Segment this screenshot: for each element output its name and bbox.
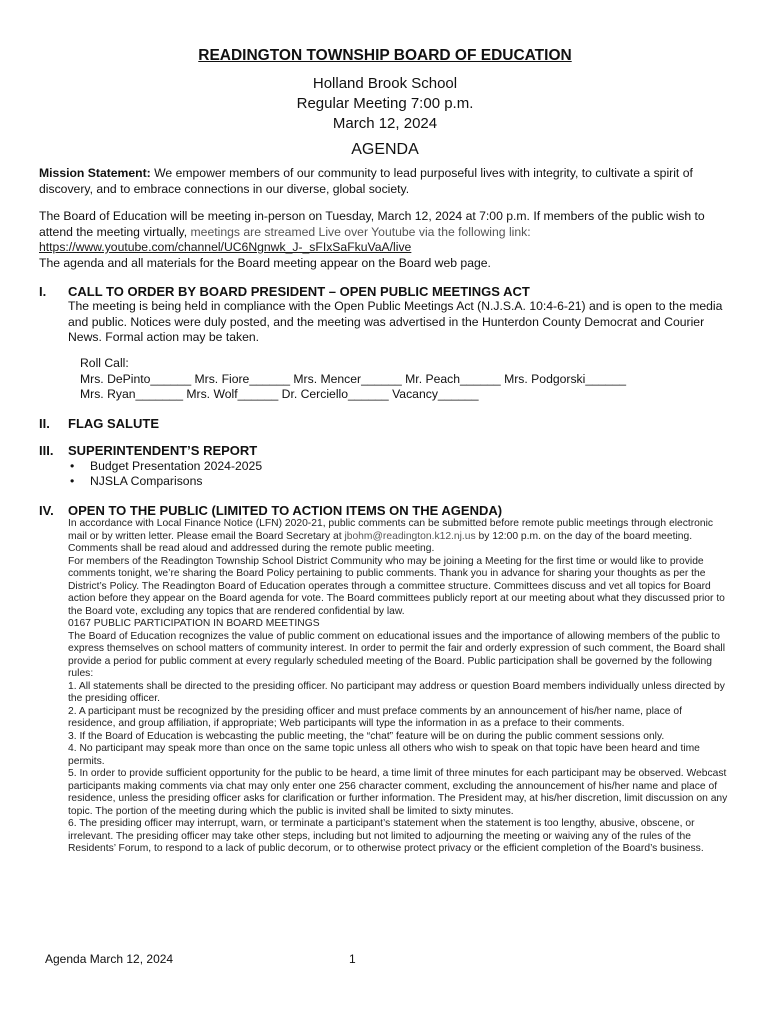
intro-agenda-note: The agenda and all materials for the Board meeting appear on the Board web page. (39, 255, 491, 270)
rule-1: 1. All statements shall be directed to the presiding officer. No participant may address or question Board members individually unless directed by the presiding officer. (68, 680, 725, 704)
mission-label: Mission Statement: (39, 166, 151, 180)
agenda-heading: AGENDA (351, 141, 419, 158)
policy-intro: The Board of Education recognizes the value of public comment on educational issues and the importance of allowing members of the public to express themselves on school matters of community interest. In order to permit the fair and orderly expression of such comment, the Board shall provide a period for public comment at every regularly scheduled meeting of the Board. Public participation shall be governed by the following rules: (68, 630, 726, 679)
opma-statement: The meeting is being held in compliance with the Open Public Meetings Act (N.J.S.A. 10:4-6-21) and is open to the media and public. Notices were duly posted, and the meeting was advertised in the Hunterdon County Democrat and Courier News. Formal action may be taken. (68, 299, 723, 344)
lfn-text-end: by 12:00 p.m. on the day of the board meeting. Comments shall be read aloud and addressed during the remote public meeting. (68, 530, 693, 554)
meeting-time: Regular Meeting 7:00 p.m. (296, 95, 474, 112)
lfn-text: In accordance with Local Finance Notice (LFN) 2020-21, public comments can be submitted before remote public meetings through electronic mail or by written letter. Please email the Board Secretary at (68, 518, 714, 542)
intro-line: The Board of Education will be meeting in-person on Tuesday, March 12, 2024 at 7:00 p.m. If members of the public wish to attend the meeting virtually, (39, 209, 705, 239)
section-number-2: II. (39, 416, 50, 431)
section-number-4: IV. (39, 503, 54, 518)
rule-5: 5. In order to provide sufficient opportunity for the public to be heard, a time limit of three minutes for each participant may be observed. Webcast participants making comments via chat may only enter one 256 character comment, excluding the announcement of his/her name and place of residence, unless the presiding officer asks for clarification or further information. The President may, at his/her discretion, limit discussion on any topic. The portion of the meeting during which the public is invited shall be limited to sixty minutes. (68, 768, 728, 817)
list-item: • Budget Presentation 2024-2025 (68, 459, 262, 474)
rule-4: 4. No participant may speak more than once on the same topic unless all others who wish to speak on that topic have been heard and time permits. (68, 743, 700, 767)
policy-heading: 0167 PUBLIC PARTICIPATION IN BOARD MEETINGS (68, 618, 320, 629)
superintendent-report-list (68, 459, 262, 489)
mission-statement (39, 166, 729, 197)
rule-6: 6. The presiding officer may interrupt, warn, or terminate a participant’s statement when the statement is too lengthy, abusive, obscene, or irrelevant. The presiding officer may take other steps, including but not limited to adjourning the meeting or waiving any of the rules of the Residents’ Forum, to respond to a lack of public decorum, or to otherwise protect privacy or the efficient completion of the Board’s business. (68, 818, 704, 854)
section-number-3: III. (39, 443, 54, 458)
list-item: • NJSLA Comparisons (68, 474, 262, 489)
page-number: 1 (349, 952, 356, 966)
section-title-open-to-public: OPEN TO THE PUBLIC (LIMITED TO ACTION ITEMS ON THE AGENDA) (68, 503, 503, 518)
roll-call-line: Mrs. Ryan_______ Mrs. Wolf______ Dr. Cerciello______ Vacancy______ (80, 387, 479, 401)
lfn-paragraph (68, 518, 730, 556)
intro-stream-note: meetings are streamed Live over Youtube via the following link: (187, 224, 531, 239)
secretary-email[interactable]: jbohm@readington.k12.nj.us (344, 530, 476, 542)
roll-call (80, 356, 626, 403)
rule-2: 2. A participant must be recognized by the presiding officer and must preface comments by an announcement of his/her name, place of residence, and group affiliation, if appropriate; Web participants will type the information in as a preface to their comments. (68, 705, 682, 729)
meeting-date: March 12, 2024 (332, 115, 438, 132)
roll-call-line: Mrs. DePinto______ Mrs. Fiore______ Mrs. Mencer______ Mr. Peach______ Mrs. Podgorski______ (80, 371, 627, 386)
youtube-link[interactable]: https://www.youtube.com/channel/UC6Ngnwk_J-_sFIxSaFkuVaA/live (39, 240, 412, 254)
document-title: READINGTON TOWNSHIP BOARD OF EDUCATION (198, 47, 572, 64)
section-title-flag-salute: FLAG SALUTE (68, 416, 159, 431)
section-number-1: I. (39, 284, 47, 299)
rule-3: 3. If the Board of Education is webcasting the public meeting, the “chat” feature will be on during the public comment sessions only. (68, 730, 665, 742)
footer-label: Agenda March 12, 2024 (45, 952, 174, 966)
community-paragraph: For members of the Readington Township School District Community who may be joining a Meeting for the first time or would like to provide comments tonight, we’re sharing the Board Policy pertaining to public comments. Thank you in advance for sharing your thoughts as per the District’s Policy. The Readington Board of Education operates through a committee structure. Committees discuss and vet all topics for Board action before they appear on the Board agenda for vote. The Board committees publicly report at our meeting about what they discussed prior to the Board vote, excluding any topics that are rendered confidential by law. (68, 555, 725, 617)
mission-text: We empower members of our community to lead purposeful lives with integrity, to cultivate a spirit of discovery, and to embrace connections in our diverse, global society. (39, 166, 693, 196)
public-comment-text (68, 518, 730, 856)
school-name: Holland Brook School (312, 75, 458, 92)
roll-call-label: Roll Call: (80, 356, 129, 370)
section-title-superintendent-report: SUPERINTENDENT’S REPORT (68, 443, 258, 458)
intro-paragraph (39, 209, 729, 271)
section-title-call-to-order: CALL TO ORDER BY BOARD PRESIDENT – OPEN PUBLIC MEETINGS ACT (68, 284, 530, 299)
